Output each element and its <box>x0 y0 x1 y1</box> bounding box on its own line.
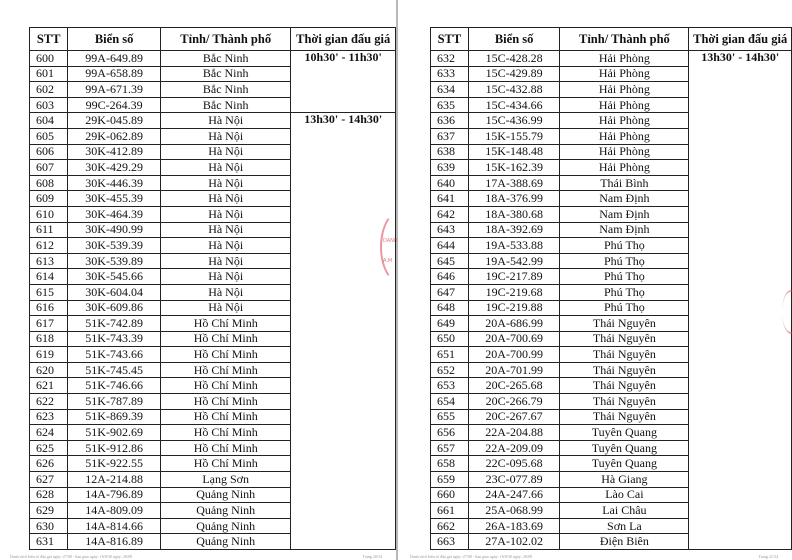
table-body-left <box>30 51 396 550</box>
row-stt: 640 <box>431 175 469 191</box>
row-province: Bắc Ninh <box>161 82 291 98</box>
row-plate: 30K-446.39 <box>68 175 161 191</box>
row-plate: 51K-912.86 <box>68 440 161 456</box>
row-province: Quảng Ninh <box>161 487 291 503</box>
row-plate: 14A-816.89 <box>68 534 161 550</box>
row-plate: 17A-388.69 <box>468 175 560 191</box>
row-province: Sơn La <box>560 518 689 534</box>
row-province: Nam Định <box>560 222 689 238</box>
row-plate: 30K-539.39 <box>68 238 161 254</box>
row-stt: 625 <box>30 440 68 456</box>
row-province: Thái Nguyên <box>560 378 689 394</box>
row-plate: 20A-701.99 <box>468 362 560 378</box>
row-province: Hồ Chí Minh <box>161 409 291 425</box>
table-body-right <box>431 51 792 550</box>
row-plate: 51K-902.69 <box>68 425 161 441</box>
row-stt: 611 <box>30 222 68 238</box>
row-stt: 649 <box>431 316 469 332</box>
row-province: Thái Nguyên <box>560 316 689 332</box>
row-plate: 14A-796.89 <box>68 487 161 503</box>
row-stt: 600 <box>30 51 68 67</box>
row-province: Quảng Ninh <box>161 503 291 519</box>
row-stt: 619 <box>30 347 68 363</box>
table-row <box>431 51 792 67</box>
row-province: Hà Nội <box>161 191 291 207</box>
row-province: Hà Nội <box>161 238 291 254</box>
row-stt: 608 <box>30 175 68 191</box>
row-stt: 609 <box>30 191 68 207</box>
header-time: Thời gian đấu giá <box>291 28 396 51</box>
row-plate: 20A-700.99 <box>468 347 560 363</box>
row-plate: 99A-671.39 <box>68 82 161 98</box>
row-stt: 604 <box>30 113 68 129</box>
row-plate: 51K-922.55 <box>68 456 161 472</box>
row-province: Hà Nội <box>161 144 291 160</box>
row-province: Tuyên Quang <box>560 425 689 441</box>
row-stt: 631 <box>30 534 68 550</box>
footer-note: Danh sách biển số đấu giá ngày: 27/08 - ban giao ngày: 16/8/30 ngày: 26/08 <box>410 554 532 559</box>
row-stt: 652 <box>431 362 469 378</box>
auction-time-cell: 13h30' - 14h30' <box>689 51 792 550</box>
table-row <box>30 113 396 129</box>
header-province: Tỉnh/ Thành phố <box>161 28 291 51</box>
row-province: Hồ Chí Minh <box>161 362 291 378</box>
row-province: Lai Châu <box>560 503 689 519</box>
row-province: Quảng Ninh <box>161 518 291 534</box>
auction-time-cell: 13h30' - 14h30' <box>291 113 396 550</box>
row-province: Bắc Ninh <box>161 66 291 82</box>
row-plate: 15C-428.28 <box>468 51 560 67</box>
table-header-row <box>30 28 396 51</box>
row-plate: 29K-062.89 <box>68 128 161 144</box>
row-province: Hà Nội <box>161 113 291 129</box>
row-province: Điện Biên <box>560 534 689 550</box>
row-stt: 628 <box>30 487 68 503</box>
row-plate: 15C-436.99 <box>468 113 560 129</box>
row-stt: 657 <box>431 440 469 456</box>
row-stt: 629 <box>30 503 68 519</box>
row-plate: 20C-266.79 <box>468 394 560 410</box>
row-province: Phú Thọ <box>560 238 689 254</box>
row-plate: 22A-209.09 <box>468 440 560 456</box>
row-plate: 30K-545.66 <box>68 269 161 285</box>
row-province: Hà Nội <box>161 128 291 144</box>
row-province: Hồ Chí Minh <box>161 456 291 472</box>
row-stt: 630 <box>30 518 68 534</box>
row-stt: 621 <box>30 378 68 394</box>
row-plate: 30K-539.89 <box>68 253 161 269</box>
row-province: Hải Phòng <box>560 160 689 176</box>
row-province: Hải Phòng <box>560 144 689 160</box>
header-province: Tỉnh/ Thành phố <box>560 28 689 51</box>
row-stt: 622 <box>30 394 68 410</box>
row-province: Hà Nội <box>161 284 291 300</box>
stamp-text: DANH <box>383 238 398 244</box>
row-province: Thái Bình <box>560 175 689 191</box>
row-province: Hồ Chí Minh <box>161 316 291 332</box>
row-province: Hà Nội <box>161 253 291 269</box>
right-page <box>398 0 792 560</box>
table-header-row <box>431 28 792 51</box>
row-province: Hà Nội <box>161 222 291 238</box>
row-stt: 626 <box>30 456 68 472</box>
row-province: Hồ Chí Minh <box>161 425 291 441</box>
row-plate: 22A-204.88 <box>468 425 560 441</box>
row-stt: 601 <box>30 66 68 82</box>
row-stt: 638 <box>431 144 469 160</box>
plate-table-right <box>430 27 792 550</box>
row-province: Thái Nguyên <box>560 394 689 410</box>
header-stt: STT <box>30 28 68 51</box>
row-stt: 607 <box>30 160 68 176</box>
row-province: Hà Nội <box>161 175 291 191</box>
row-province: Bắc Ninh <box>161 51 291 67</box>
row-plate: 20A-686.99 <box>468 316 560 332</box>
row-plate: 30K-429.29 <box>68 160 161 176</box>
row-province: Tuyên Quang <box>560 440 689 456</box>
row-plate: 19A-533.88 <box>468 238 560 254</box>
row-stt: 653 <box>431 378 469 394</box>
row-stt: 645 <box>431 253 469 269</box>
row-stt: 603 <box>30 97 68 113</box>
row-stt: 634 <box>431 82 469 98</box>
row-plate: 15C-434.66 <box>468 97 560 113</box>
plate-table-left <box>29 27 396 550</box>
row-plate: 30K-455.39 <box>68 191 161 207</box>
row-plate: 29K-045.89 <box>68 113 161 129</box>
row-stt: 636 <box>431 113 469 129</box>
row-stt: 647 <box>431 284 469 300</box>
row-plate: 30K-604.04 <box>68 284 161 300</box>
row-stt: 618 <box>30 331 68 347</box>
row-plate: 20A-700.69 <box>468 331 560 347</box>
row-plate: 20C-265.68 <box>468 378 560 394</box>
row-stt: 641 <box>431 191 469 207</box>
row-province: Hà Giang <box>560 472 689 488</box>
row-stt: 643 <box>431 222 469 238</box>
row-province: Nam Định <box>560 191 689 207</box>
auction-time-cell: 10h30' - 11h30' <box>291 51 396 113</box>
row-province: Hồ Chí Minh <box>161 331 291 347</box>
row-stt: 654 <box>431 394 469 410</box>
row-plate: 15K-162.39 <box>468 160 560 176</box>
row-plate: 12A-214.88 <box>68 472 161 488</box>
row-stt: 620 <box>30 362 68 378</box>
row-plate: 15K-155.79 <box>468 128 560 144</box>
row-province: Phú Thọ <box>560 269 689 285</box>
row-plate: 51K-787.89 <box>68 394 161 410</box>
row-plate: 18A-392.69 <box>468 222 560 238</box>
row-province: Hà Nội <box>161 300 291 316</box>
row-province: Thái Nguyên <box>560 409 689 425</box>
row-stt: 655 <box>431 409 469 425</box>
stamp-text-2: A.M <box>383 258 393 264</box>
row-plate: 14A-814.66 <box>68 518 161 534</box>
row-province: Phú Thọ <box>560 300 689 316</box>
row-stt: 627 <box>30 472 68 488</box>
row-province: Hà Nội <box>161 160 291 176</box>
row-stt: 651 <box>431 347 469 363</box>
row-province: Hải Phòng <box>560 97 689 113</box>
row-plate: 14A-809.09 <box>68 503 161 519</box>
row-province: Tuyên Quang <box>560 456 689 472</box>
header-plate: Biển số <box>468 28 560 51</box>
row-stt: 610 <box>30 206 68 222</box>
row-stt: 642 <box>431 206 469 222</box>
row-stt: 644 <box>431 238 469 254</box>
row-province: Hải Phòng <box>560 113 689 129</box>
row-province: Phú Thọ <box>560 284 689 300</box>
row-stt: 617 <box>30 316 68 332</box>
row-stt: 633 <box>431 66 469 82</box>
header-plate: Biển số <box>68 28 161 51</box>
row-province: Thái Nguyên <box>560 331 689 347</box>
row-stt: 650 <box>431 331 469 347</box>
row-stt: 635 <box>431 97 469 113</box>
row-plate: 51K-742.89 <box>68 316 161 332</box>
row-stt: 639 <box>431 160 469 176</box>
row-plate: 19C-217.89 <box>468 269 560 285</box>
row-province: Thái Nguyên <box>560 347 689 363</box>
row-plate: 51K-743.66 <box>68 347 161 363</box>
row-province: Hà Nội <box>161 206 291 222</box>
row-plate: 51K-743.39 <box>68 331 161 347</box>
row-stt: 614 <box>30 269 68 285</box>
row-province: Hồ Chí Minh <box>161 394 291 410</box>
row-plate: 30K-464.39 <box>68 206 161 222</box>
header-time: Thời gian đấu giá <box>689 28 792 51</box>
row-province: Hải Phòng <box>560 82 689 98</box>
row-plate: 18A-380.68 <box>468 206 560 222</box>
row-province: Hà Nội <box>161 269 291 285</box>
row-stt: 616 <box>30 300 68 316</box>
row-plate: 30K-609.86 <box>68 300 161 316</box>
row-province: Hải Phòng <box>560 66 689 82</box>
row-stt: 606 <box>30 144 68 160</box>
row-stt: 661 <box>431 503 469 519</box>
row-stt: 637 <box>431 128 469 144</box>
row-plate: 51K-746.66 <box>68 378 161 394</box>
row-plate: 99A-649.89 <box>68 51 161 67</box>
row-stt: 632 <box>431 51 469 67</box>
row-plate: 20C-267.67 <box>468 409 560 425</box>
row-plate: 51K-745.45 <box>68 362 161 378</box>
row-province: Hải Phòng <box>560 128 689 144</box>
row-plate: 26A-183.69 <box>468 518 560 534</box>
row-plate: 30K-412.89 <box>68 144 161 160</box>
row-province: Hải Phòng <box>560 51 689 67</box>
row-plate: 15C-429.89 <box>468 66 560 82</box>
row-plate: 19C-219.88 <box>468 300 560 316</box>
row-plate: 99A-658.89 <box>68 66 161 82</box>
row-plate: 19C-219.68 <box>468 284 560 300</box>
page-number: Trang 21/34 <box>758 554 778 559</box>
red-seal-stamp-right <box>768 230 792 294</box>
row-province: Nam Định <box>560 206 689 222</box>
row-plate: 30K-490.99 <box>68 222 161 238</box>
row-province: Thái Nguyên <box>560 362 689 378</box>
row-stt: 646 <box>431 269 469 285</box>
row-plate: 25A-068.99 <box>468 503 560 519</box>
row-stt: 662 <box>431 518 469 534</box>
row-plate: 18A-376.99 <box>468 191 560 207</box>
row-province: Lào Cai <box>560 487 689 503</box>
page-number: Trang 20/34 <box>362 554 382 559</box>
row-stt: 648 <box>431 300 469 316</box>
table-row <box>30 51 396 67</box>
row-province: Hồ Chí Minh <box>161 378 291 394</box>
row-plate: 51K-869.39 <box>68 409 161 425</box>
row-stt: 623 <box>30 409 68 425</box>
footer-note: Danh sách biển số đấu giá ngày: 27/08 - ban giao ngày: 16/8/30 ngày: 26/08 <box>10 554 132 559</box>
row-plate: 23C-077.89 <box>468 472 560 488</box>
row-stt: 613 <box>30 253 68 269</box>
row-province: Phú Thọ <box>560 253 689 269</box>
row-plate: 15C-432.88 <box>468 82 560 98</box>
row-plate: 22C-095.68 <box>468 456 560 472</box>
row-stt: 659 <box>431 472 469 488</box>
row-stt: 660 <box>431 487 469 503</box>
row-plate: 27A-102.02 <box>468 534 560 550</box>
row-province: Lạng Sơn <box>161 472 291 488</box>
row-province: Bắc Ninh <box>161 97 291 113</box>
row-stt: 663 <box>431 534 469 550</box>
row-province: Hồ Chí Minh <box>161 347 291 363</box>
row-stt: 656 <box>431 425 469 441</box>
row-plate: 99C-264.39 <box>68 97 161 113</box>
row-stt: 605 <box>30 128 68 144</box>
row-plate: 15K-148.48 <box>468 144 560 160</box>
row-stt: 602 <box>30 82 68 98</box>
row-stt: 624 <box>30 425 68 441</box>
row-stt: 612 <box>30 238 68 254</box>
row-province: Hồ Chí Minh <box>161 440 291 456</box>
header-stt: STT <box>431 28 469 51</box>
row-province: Quảng Ninh <box>161 534 291 550</box>
row-plate: 19A-542.99 <box>468 253 560 269</box>
row-stt: 615 <box>30 284 68 300</box>
row-plate: 24A-247.66 <box>468 487 560 503</box>
row-stt: 658 <box>431 456 469 472</box>
